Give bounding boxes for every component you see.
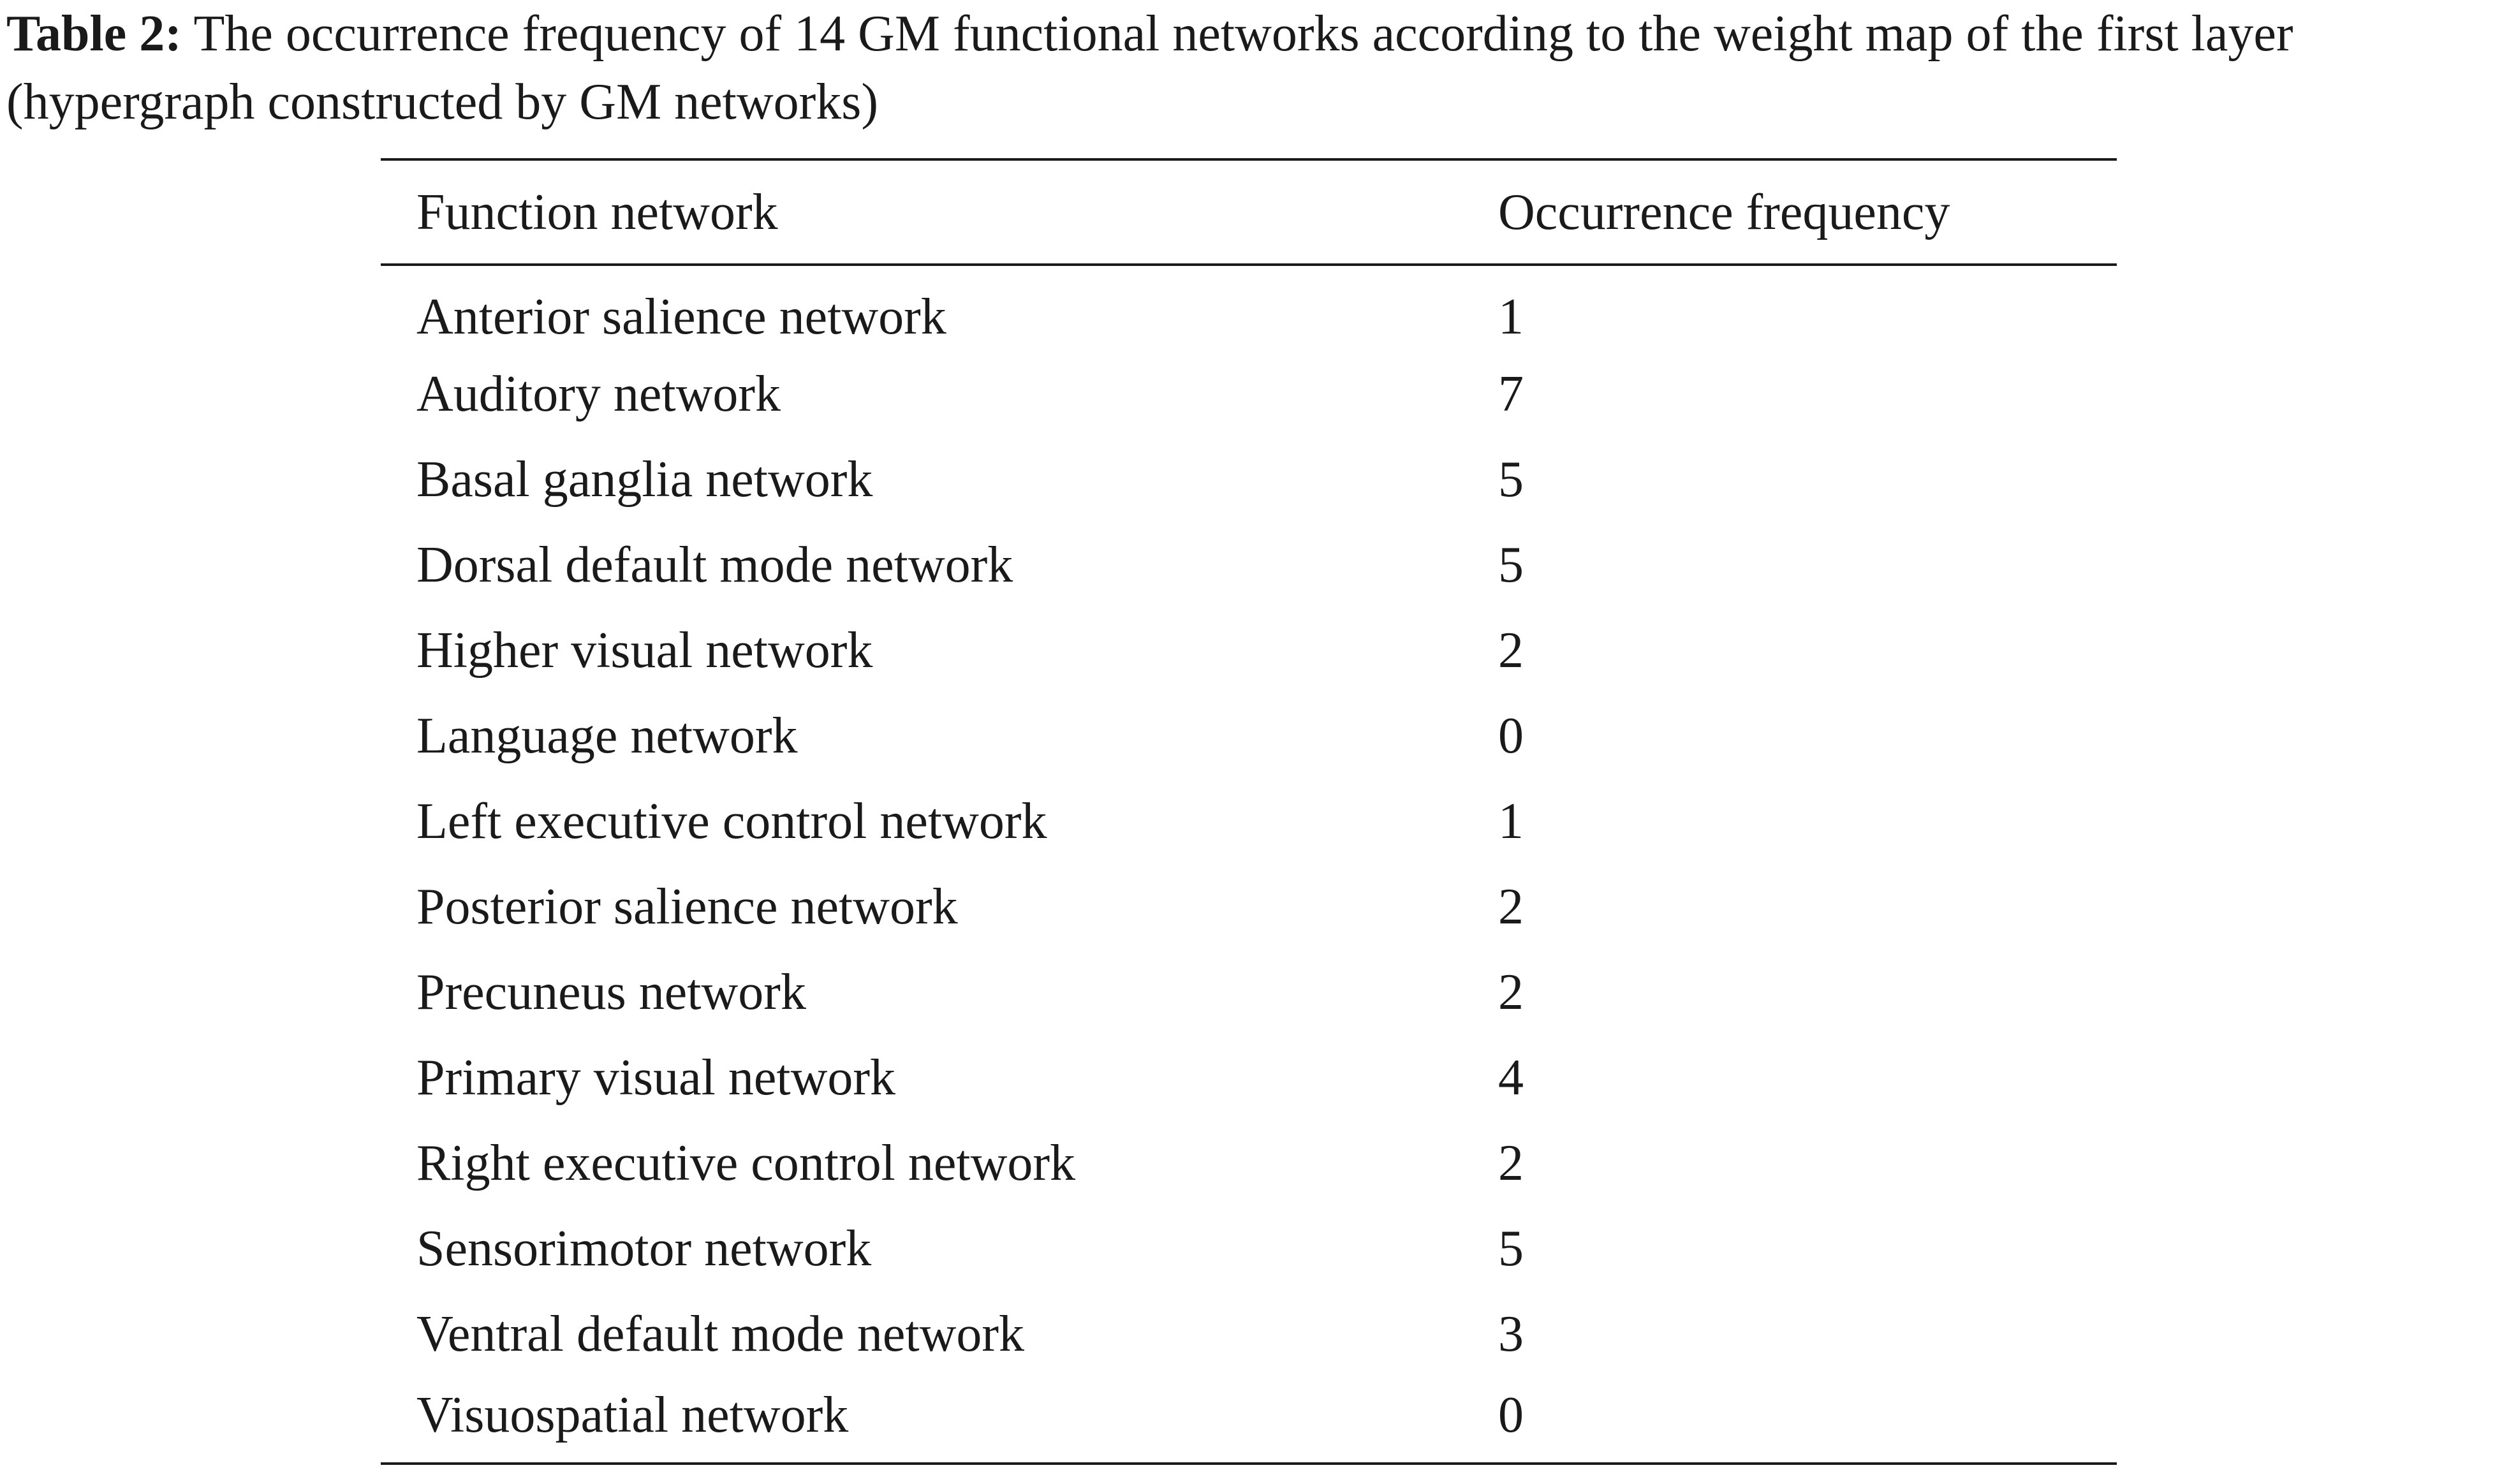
network-name: Language network bbox=[416, 708, 798, 764]
occurrence-frequency: 1 bbox=[1498, 793, 1524, 849]
table-header-row bbox=[381, 159, 2117, 265]
occurrence-frequency: 1 bbox=[1498, 289, 1524, 345]
occurrence-frequency: 0 bbox=[1498, 1377, 2117, 1464]
network-name: Anterior salience network bbox=[416, 289, 946, 345]
occurrence-frequency: 5 bbox=[1498, 452, 1524, 508]
table-caption-text: The occurrence frequency of 14 GM functional networks according to the weight map of the first layer (hypergraph constructed by GM networks) bbox=[6, 6, 2293, 130]
table-body bbox=[381, 265, 2117, 1464]
table-row bbox=[381, 437, 2117, 522]
table-row bbox=[381, 1206, 2117, 1291]
table-row bbox=[381, 608, 2117, 693]
network-name: Sensorimotor network bbox=[416, 1221, 872, 1277]
table-row bbox=[381, 1377, 2117, 1464]
occurrence-frequency: 2 bbox=[1498, 622, 1524, 679]
network-name: Visuospatial network bbox=[381, 1377, 1498, 1464]
occurrence-frequency: 5 bbox=[1498, 1221, 1524, 1277]
header-occurrence-frequency: Occurrence frequency bbox=[1498, 159, 2117, 265]
network-name: Precuneus network bbox=[416, 964, 806, 1020]
occurrence-frequency: 0 bbox=[1498, 708, 1524, 764]
table-row bbox=[381, 864, 2117, 950]
table-row bbox=[381, 1291, 2117, 1377]
occurrence-frequency: 2 bbox=[1498, 879, 1524, 935]
network-name: Ventral default mode network bbox=[416, 1306, 1025, 1362]
network-name: Posterior salience network bbox=[416, 879, 958, 935]
network-name: Higher visual network bbox=[416, 622, 873, 679]
network-name: Right executive control network bbox=[416, 1135, 1076, 1191]
frequency-table bbox=[381, 158, 2117, 1465]
table-caption-label: Table 2: bbox=[6, 6, 182, 62]
table-row bbox=[381, 265, 2117, 351]
table-container bbox=[381, 158, 2117, 1465]
network-name: Auditory network bbox=[416, 366, 781, 422]
table-row bbox=[381, 1035, 2117, 1120]
occurrence-frequency: 2 bbox=[1498, 964, 1524, 1020]
occurrence-frequency: 7 bbox=[1498, 366, 1524, 422]
network-name: Dorsal default mode network bbox=[416, 537, 1013, 593]
table-row bbox=[381, 950, 2117, 1035]
table-caption bbox=[6, 0, 2491, 136]
table-row bbox=[381, 779, 2117, 864]
occurrence-frequency: 4 bbox=[1498, 1050, 1524, 1106]
occurrence-frequency: 5 bbox=[1498, 537, 1524, 593]
table-row bbox=[381, 351, 2117, 437]
network-name: Basal ganglia network bbox=[416, 452, 873, 508]
table-row bbox=[381, 1120, 2117, 1206]
network-name: Primary visual network bbox=[416, 1050, 895, 1106]
occurrence-frequency: 2 bbox=[1498, 1135, 1524, 1191]
header-function-network: Function network bbox=[381, 159, 1498, 265]
table-row bbox=[381, 693, 2117, 779]
occurrence-frequency: 3 bbox=[1498, 1306, 1524, 1362]
network-name: Left executive control network bbox=[416, 793, 1047, 849]
table-row bbox=[381, 522, 2117, 608]
